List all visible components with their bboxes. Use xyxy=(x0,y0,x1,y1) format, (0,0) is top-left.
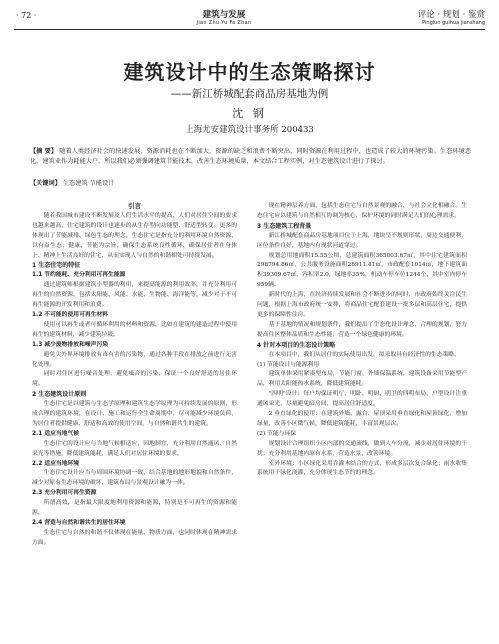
body-column-left xyxy=(32,202,237,549)
body-paragraph: "四明"设计：每户均保证明厅、明卧、明厨、明卫的四明布局，户型设计注重通风采光，尽量避免暗房间，提高居住舒适度。 xyxy=(257,391,467,408)
body-column-right xyxy=(257,202,467,479)
section-heading: 2.2 适应当地环境 xyxy=(32,460,80,467)
body-paragraph: 新时代的上海，在经济持续发展和社会不断进步的同时，市政府始终关注民生问题，根据上海市政府统一安排，将商品住宅配套建设一批多层和高层住宅，提供更多的保障性住房。 xyxy=(257,292,467,318)
section-heading: 引言 xyxy=(128,202,141,210)
abstract-label: 【摘 要】 xyxy=(30,148,58,155)
journal-name-cn: 建筑与发展 xyxy=(202,10,246,20)
author-affiliation: 上海尤安建筑设计事务所 200433 xyxy=(185,125,314,135)
keywords-label: 【关键词】 xyxy=(30,180,61,187)
column-name-cn: 评论 · 规划 · 鉴赏 xyxy=(417,10,485,20)
author-name: 沈 钢 xyxy=(232,107,267,120)
keywords xyxy=(30,178,471,187)
column-name xyxy=(345,8,485,26)
section-heading: 4 针对本项目的生态设计策略 xyxy=(257,341,336,349)
journal-name xyxy=(164,8,284,26)
abstract-text: 随着人类经济社会的快速发展，资源消耗也在不断加大，资源的缺乏和浪费不断突出，同时资源在利用过程中，也造成了较大的环境污染。生态环境恶化，建筑业作为耗能大户，所以我们必须强调建筑节能技术，改善生态环境质量，本文结合工程实例，对生态建筑设计进行了探讨。 xyxy=(30,148,472,165)
body-paragraph: 生态住宅的设计应与当地气候相适应，因地制宜，充分利用自然通风、自然采光等措施，降低建筑能耗，满足人们对居住环境的要求。 xyxy=(32,440,237,457)
section-heading: 3 生态建筑工程背景 xyxy=(257,222,312,230)
body-paragraph: 生态住宅是以建筑与生态学原理和建筑生态学原理为可持续发展的原则，形成合理的建筑环境，在设计、施工和运行全生命周期中，尽可能减少环境负荷，为居住者提供健康、舒适和高效的使用空间，与自然和谐共生的建筑。 xyxy=(32,401,237,427)
body-paragraph: 生态住宅与自然的和谐不仅体现在能量、物质方面，也同时体现在精神需求方面。 xyxy=(32,529,237,546)
body-paragraph: 室外环境：小区绿化采用乔灌木结合的方式，形成多层次复合绿化；雨水收集系统用于绿化浇灌，充分体现生态节约的理念。 xyxy=(257,460,467,477)
body-paragraph: 同时对住区进行噪音处理，避免噪音的污染，保证一个良好舒适的居住环境。 xyxy=(32,371,237,388)
journal-name-pinyin: Jian Zhu Yu Fa Zhan xyxy=(196,20,252,26)
header-rule xyxy=(14,29,485,30)
body-paragraph: 建筑单体采用紧凑型布局，节能门窗、外墙保温系统，建筑设备采用节能型产品，利用太阳能热水系统，降低建筑能耗。 xyxy=(257,371,467,388)
body-paragraph: 规划设计合理组织小区内部的交通流线，做到人车分流，减少对居住环境的干扰；充分利用基地内原有水系，营造水景，改善环境。 xyxy=(257,440,467,457)
body-paragraph: 2 垂直绿化的使用：在建筑外墙、露台、屋顶采用垂直绿化和屋顶绿化，增加绿量，改善小区微气候，降低建筑能耗，丰富景观层次。 xyxy=(257,411,467,427)
section-heading: 1.3 减少废物排放和噪声污染 xyxy=(32,341,109,348)
body-paragraph: 避免尖外界环境排放有毒有害的污染物，通过各种手段在排放之前进行无害化处理。 xyxy=(32,351,237,368)
article-title: 建筑设计中的生态策略探讨 xyxy=(123,60,376,84)
section-heading: 1.2 不可能的使用可再生材料 xyxy=(32,311,109,318)
section-heading: 2 生态建筑设计原则 xyxy=(32,391,87,399)
body-paragraph: 基于基地的情况和规划条件，我们提出了生态化设计理念，合理的规划，努力提高住区整体品质和生态性能，营造一个绿色健康的环境。 xyxy=(257,321,467,338)
section-heading: 1.1 节约能耗、充分利用可再生能源 xyxy=(32,272,126,279)
body-paragraph: 通过建筑师根据建筑小型器的利用，来提高能源的利用效率，并充分利用可再生的自然资源，包括太阳能、风能、水能、生物能、海洋能等，减少对于不可再生能源的开发利用和浪费。 xyxy=(32,282,237,309)
body-paragraph: 新江桥城配套商品房基地项目位于上海，地块呈不规则形状，周边交通便利，区位条件良好，基地内有现状河道穿过。 xyxy=(257,232,467,249)
body-paragraph: 现在精神层养方面，包括生态住宅与自然景观的融合，与社会文化相融合。生态住宅应以建筑与自然相互协调为核心，保护环境的同时满足人们的心理需求。 xyxy=(257,203,467,219)
body-paragraph: 生态住宅设计应当与周围环境协调一致，结合基地的地形地貌和自然条件，减少对原有生态环境的破坏，建筑布局与景观设计融为一体。 xyxy=(32,470,237,487)
section-heading: (2) 节能与环保 xyxy=(257,430,297,437)
section-heading: 1 生态住宅的特征 xyxy=(32,262,81,270)
body-paragraph: 使用可以再生或者可循环利用的材料和资源，比如在建筑的建造过程中使用再生的建筑材料，减少建筑垃圾。 xyxy=(32,321,237,338)
section-heading: 2.1 适应当地气候 xyxy=(32,430,80,437)
running-header xyxy=(14,6,485,28)
column-name-pinyin: Pinglun guihua jianshang xyxy=(422,20,485,26)
article-subtitle: ——新江桥城配套商品房基地为例 xyxy=(170,88,329,100)
body-paragraph: 在本项目中，我们从居住的实际使用出发，拟采取具有经济性的生态策略。 xyxy=(268,351,460,358)
body-paragraph: 随着我国城市建设不断发展及人们生活水平的提高，人们对居住空间的要求也越来越高，住宅建筑的设计也逐步的从生存型向功能型、舒适型转变。更多的体现出了节能减排、绿色生态的理念。生态住宅是指充分的利用环境自然资源，以有益生态、健康、节能为宗旨，确保生态系统良性循环，确保居住者在身体上、精神上生活良好的住宅，从而实现人与自然的和谐相处可持续发展。 xyxy=(32,212,237,259)
page-number: · 72 · xyxy=(16,11,37,20)
section-heading: 2.3 充分利用可再生资源 xyxy=(32,490,97,497)
section-heading: (1) 节能设计与能源利用 xyxy=(257,361,320,368)
section-heading: 2.4 营造与自然和谐共生的居住环境 xyxy=(32,520,126,526)
keywords-text: 生态建筑 节能设计 xyxy=(62,180,115,187)
body-paragraph: 规划总用地面积15.55公顷，总建筑面积365003.67㎡，其中住宅建筑面积298794.86㎡，公共服务设施面积28911.41㎡，市政配套1014㎡，地下建筑面积39309.67㎡，容积率2.0，绿地率35%，机动车停车位1244个，其中室内停车959辆。 xyxy=(257,252,467,289)
body-paragraph: 所谓高效，是指最大限度地利用资源和能源，特别是不可再生的资源和能源。 xyxy=(32,500,237,517)
abstract xyxy=(30,147,471,166)
